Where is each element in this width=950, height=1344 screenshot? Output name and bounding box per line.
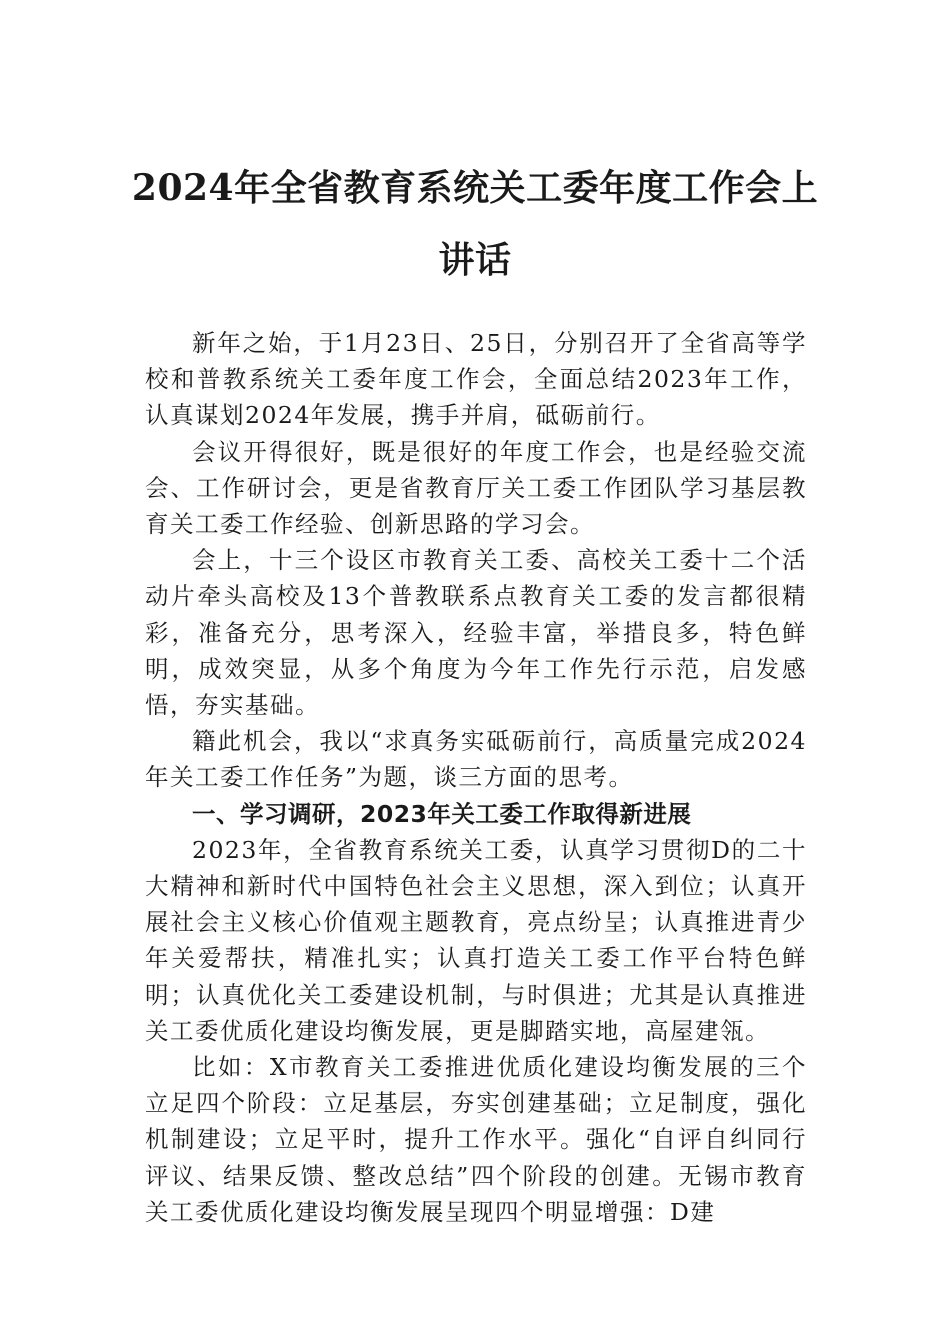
- paragraph: 会上，十三个设区市教育关工委、高校关工委十二个活动片牵头高校及13个普教联系点教育关工委的发言都很精彩，准备充分，思考深入，经验丰富，举措良多，特色鲜明，成效突显，从多个角度为今年工作先行示范，启发感悟，夯实基础。: [145, 546, 807, 720]
- section-heading: 一、学习调研，2023年关工委工作取得新进展: [192, 799, 692, 828]
- paragraph: 籍此机会，我以“求真务实砥砺前行，高质量完成2024年关工委工作任务”为题，谈三方面的思考。: [145, 727, 807, 792]
- paragraph: 2023年，全省教育系统关工委，认真学习贯彻D的二十大精神和新时代中国特色社会主义思想，深入到位；认真开展社会主义核心价值观主题教育，亮点纷呈；认真推进青少年关爱帮扶，精准扎实；认真打造关工委工作平台特色鲜明；认真优化关工委建设机制，与时俱进；尤其是认真推进关工委优质化建设均衡发展，更是脚踏实地，高屋建瓴。: [145, 835, 807, 1045]
- paragraph: 比如：X市教育关工委推进优质化建设均衡发展的三个立足四个阶段：立足基层，夯实创建基础；立足制度，强化机制建设；立足平时，提升工作水平。强化“自评自纠同行评议、结果反馈、整改总结”四个阶段的创建。无锡市教育关工委优质化建设均衡发展呈现四个明显增强：D建: [145, 1053, 807, 1226]
- document-title: 2024年全省教育系统关工委年度工作会上讲话: [131, 167, 819, 281]
- document-body: [145, 325, 807, 1230]
- paragraph: 新年之始，于1月23日、25日，分别召开了全省高等学校和普教系统关工委年度工作会，全面总结2023年工作，认真谋划2024年发展，携手并肩，砥砺前行。: [145, 329, 807, 430]
- paragraph: 会议开得很好，既是很好的年度工作会，也是经验交流会、工作研讨会，更是省教育厅关工委工作团队学习基层教育关工委工作经验、创新思路的学习会。: [145, 437, 807, 539]
